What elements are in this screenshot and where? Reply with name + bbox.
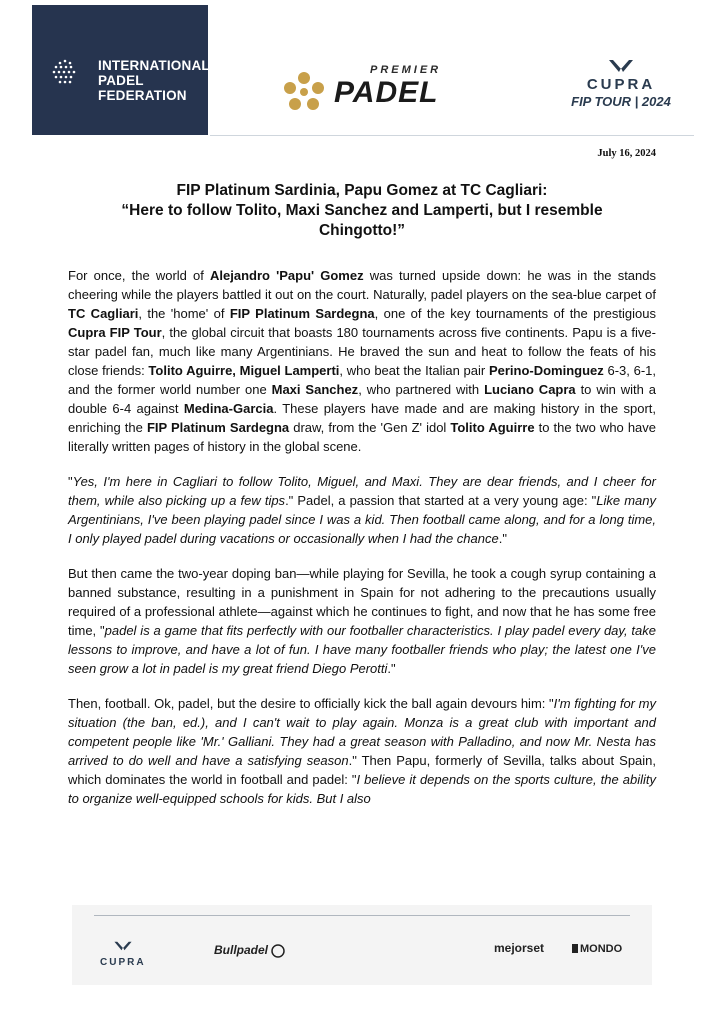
bold-text: Tolito Aguirre, Miguel Lamperti (148, 363, 340, 378)
bold-text: Luciano Capra (484, 382, 576, 397)
article-paragraph (68, 472, 656, 548)
press-title (72, 181, 652, 241)
ipf-line: INTERNATIONAL (98, 58, 210, 73)
mondo-wordmark: MONDO (580, 943, 623, 955)
title-line: FIP Platinum Sardinia, Papu Gomez at TC Cagliari: (176, 182, 548, 199)
paragraph-text: " (68, 474, 73, 489)
footer-bullpadel-logo (214, 943, 285, 958)
bold-text: FIP Platinum Sardegna (229, 306, 375, 321)
bold-text: TC Cagliari (68, 306, 139, 321)
quote-text: I believe it depends on the sports culture, the ability to organize well-equipped schools for kids. But I also (68, 772, 656, 806)
premier-padel-star-icon (282, 70, 326, 114)
ipf-ball-icon (50, 57, 80, 87)
footer-mondo-logo (572, 943, 622, 955)
footer-cupra-logo (100, 939, 146, 968)
paragraph-text: 6-3, 6-1, and the former world number one (68, 363, 657, 397)
bullpadel-wordmark: Bullpadel (214, 943, 269, 957)
bold-text: Cupra FIP Tour (68, 325, 162, 340)
cupra-emblem-icon (607, 58, 635, 74)
paragraph-text: , the 'home' of (138, 306, 230, 321)
title-line: “Here to follow Tolito, Maxi Sanchez and Lamperti, but I resemble (121, 202, 603, 219)
paragraph-text: ." (498, 531, 507, 546)
paragraph-text: , the global circuit that boasts 180 tournaments across five continents. Papu is a five-star padel fan, much like many Argentinians. He braved the sun and heat to follow the feats of his close friends: (68, 325, 656, 378)
ipf-wordmark (98, 58, 210, 103)
cupra-fip-tour-logo (566, 58, 676, 118)
paragraph-text: ." Then Papu, formerly of Sevilla, talks about Spain, which dominates the world in football and padel: " (68, 753, 657, 787)
bold-text: Alejandro 'Papu' Gomez (210, 268, 364, 283)
ipf-logo (32, 5, 208, 135)
cupra-emblem-icon (113, 940, 133, 952)
fip-tour-label: FIP TOUR | 2024 (571, 94, 671, 109)
header-divider (210, 135, 694, 136)
quote-text: Like many Argentinians, I've been playing padel since I was a kid. Then football came along, and for a long time, I only played padel during vacations or occasionally when I had the chance (68, 493, 656, 546)
cupra-wordmark: CUPRA (586, 76, 656, 93)
article-paragraph (68, 266, 656, 456)
paragraph-text: But then came the two-year doping ban—while playing for Sevilla, he took a cough syrup containing a banned substance, resulting in a punishment in Spain for not adhering to the precautions usually required of a professional athlete—against which he continues to fight, and now that he has some free time, " (68, 566, 656, 638)
quote-text: padel is a game that fits perfectly with our footballer characteristics. I play padel every day, take lessons to improve, and have a lot of fun. I have many footballer friends who play; the latest one I've seen grow a lot in padel is my great friend Diego Perotti (68, 623, 656, 676)
bullpadel-badge-icon (271, 944, 285, 958)
ipf-line: FEDERATION (98, 88, 187, 103)
article-body (68, 266, 656, 824)
press-date: July 16, 2024 (597, 148, 656, 159)
paragraph-text: , who partnered with (358, 382, 485, 397)
paragraph-text: , who beat the Italian pair (339, 363, 489, 378)
quote-text: I'm fighting for my situation (the ban, ed.), and I can't wait to play again. Monza is a great club with important and competent people like 'Mr.' Galliani. They had a great season with Palladino, and now Mr. Nesta has arrived to do well and have a satisfying season (68, 696, 656, 768)
paragraph-text: , one of the key tournaments of the prestigious (374, 306, 656, 321)
title-line: Chingotto!” (318, 222, 406, 239)
premier-padel-logo (282, 62, 482, 118)
bold-text: Perino-Dominguez (488, 363, 604, 378)
paragraph-text: Then, football. Ok, padel, but the desire to officially kick the ball again devours him: " (68, 696, 554, 711)
article-paragraph (68, 564, 656, 678)
paragraph-text: ." (387, 661, 396, 676)
paragraph-text: For once, the world of (68, 268, 211, 283)
footer-divider (94, 915, 630, 916)
footer-cupra-wordmark: CUPRA (100, 957, 146, 968)
quote-text: Yes, I'm here in Cagliari to follow Tolito, Miguel, and Maxi. They are dear friends, and I cheer for them, while also picking up a few tips (68, 474, 656, 508)
bold-text: Medina-Garcia (183, 401, 274, 416)
ipf-line: PADEL (98, 73, 144, 88)
mondo-mark-icon (572, 944, 578, 953)
paragraph-text: to win with a double 6-4 against (68, 382, 656, 416)
paragraph-text: . These players have made and are making history in the sport, enriching the (68, 401, 656, 435)
paragraph-text: draw, from the 'Gen Z' idol (289, 420, 451, 435)
paragraph-text: ." Padel, a passion that started at a very young age: " (285, 493, 597, 508)
footer-mejorset-logo: mejorset (494, 941, 545, 955)
bold-text: Maxi Sanchez (271, 382, 359, 397)
paragraph-text: to the two who have literally written pages of history in the global scene. (68, 420, 657, 454)
padel-label: PADEL (334, 76, 439, 109)
bold-text: FIP Platinum Sardegna (146, 420, 290, 435)
paragraph-text: was turned upside down: he was in the stands cheering while the players battled it out on the court. Naturally, padel players on the sea-blue carpet of (68, 268, 656, 302)
article-paragraph (68, 694, 656, 808)
bold-text: Tolito Aguirre (450, 420, 535, 435)
letterhead (0, 0, 724, 140)
sponsor-footer (72, 905, 652, 985)
premier-label: PREMIER (370, 64, 442, 76)
